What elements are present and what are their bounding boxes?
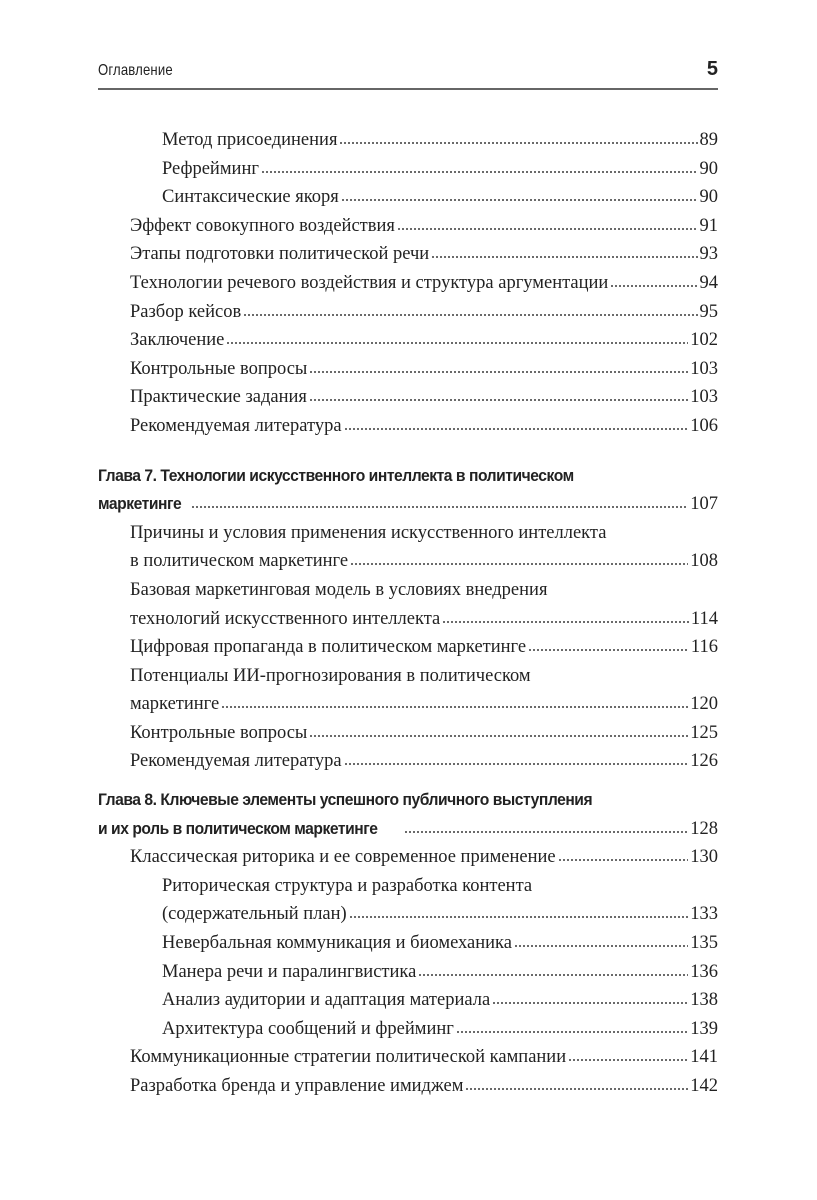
toc-entry-page: 133 [690, 904, 718, 925]
toc-entry-page: 139 [690, 1018, 718, 1039]
dot-leader [344, 762, 689, 766]
toc-entry-title: Базовая маркетинговая модель в условиях внедрения [130, 579, 548, 600]
toc-entry-page: 126 [690, 751, 718, 772]
dot-leader [492, 1001, 688, 1005]
toc-entry[interactable] [98, 747, 718, 776]
toc-entry[interactable] [98, 1072, 718, 1101]
toc-entry-title: Разработка бренда и управление имиджем [130, 1076, 464, 1096]
dot-leader [309, 734, 688, 738]
toc-entry[interactable] [98, 298, 718, 327]
toc-entry[interactable] [98, 1015, 718, 1044]
dot-leader [610, 284, 697, 288]
toc-entry-title: Архитектура сообщений и фрейминг [162, 1018, 454, 1039]
running-header [98, 58, 718, 90]
toc-entry-page: 135 [690, 933, 718, 954]
toc-entry-title: Манера речи и паралингвистика [162, 961, 417, 982]
toc-entry-page: 90 [699, 187, 718, 208]
toc-entry[interactable] [98, 326, 718, 355]
toc-entry[interactable] [98, 958, 718, 987]
toc-entry-page: 94 [699, 272, 718, 293]
toc-entry-title: Технологии речевого воздействия и структура аргументации [130, 272, 609, 293]
dot-leader [341, 198, 698, 202]
dot-leader [418, 973, 688, 977]
toc-entry-title: Коммуникационные стратегии политической кампании [130, 1047, 567, 1068]
toc-entry-title: Разбор кейсов [130, 301, 242, 322]
toc-entry-title: (содержательный план) [162, 904, 347, 925]
dot-leader [568, 1058, 688, 1062]
dot-leader [456, 1030, 688, 1034]
toc-entry[interactable] [98, 383, 718, 412]
dot-leader [344, 427, 689, 431]
toc-entry-page: 130 [690, 847, 718, 868]
toc-entry-page: 107 [690, 494, 718, 515]
toc-chapter-entry[interactable] [98, 462, 718, 519]
toc-entry[interactable] [98, 519, 718, 576]
dot-leader [528, 648, 689, 652]
toc-entry-page: 128 [690, 818, 718, 839]
dot-leader [221, 705, 688, 709]
dot-leader [261, 170, 698, 174]
toc-entry-page: 136 [690, 961, 718, 982]
toc-entry-title: Эффект совокупного воздействия [130, 215, 395, 236]
dot-leader [431, 255, 697, 259]
running-header-title: Оглавление [98, 62, 173, 79]
toc-entry[interactable] [98, 183, 718, 212]
toc-entry-title: Невербальная коммуникация и биомеханика [162, 933, 512, 954]
toc-entry[interactable] [98, 412, 718, 441]
table-of-contents [98, 126, 718, 1101]
dot-leader [350, 562, 688, 566]
toc-entry-title: Синтаксические якоря [162, 187, 339, 208]
dot-leader [349, 915, 689, 919]
toc-entry-page: 93 [699, 244, 718, 265]
toc-entry-title: Заключение [130, 330, 225, 351]
dot-leader [309, 398, 688, 402]
toc-entry-title: Цифровая пропаганда в политическом маркетинге [130, 637, 527, 658]
toc-entry-page: 89 [699, 130, 718, 150]
dot-leader [558, 858, 689, 862]
toc-entry-page: 106 [690, 415, 718, 436]
toc-entry-page: 114 [690, 608, 718, 629]
toc-entry-title: Контрольные вопросы [130, 358, 308, 379]
dot-leader [397, 227, 698, 231]
toc-entry-title: Практические задания [130, 387, 307, 408]
toc-entry-title: маркетинге [130, 694, 220, 715]
dot-leader [442, 620, 689, 624]
toc-entry[interactable] [98, 126, 718, 155]
toc-entry-title: Этапы подготовки политической речи [130, 244, 430, 265]
toc-entry[interactable] [98, 269, 718, 298]
dot-leader [404, 830, 688, 834]
toc-entry-page: 103 [690, 358, 718, 379]
toc-entry[interactable] [98, 633, 718, 662]
dot-leader [191, 505, 689, 509]
toc-entry-title: Классическая риторика и ее современное применение [130, 847, 556, 868]
toc-entry-page: 142 [690, 1076, 718, 1096]
toc-entry[interactable] [98, 843, 718, 872]
toc-entry[interactable] [98, 986, 718, 1015]
toc-chapter-entry[interactable] [98, 786, 718, 843]
toc-entry-title: Риторическая структура и разработка контента [162, 875, 533, 896]
toc-entry-page: 141 [690, 1047, 718, 1068]
toc-entry-title: Рекомендуемая литература [130, 415, 342, 436]
toc-entry[interactable] [98, 240, 718, 269]
toc-entry[interactable] [98, 355, 718, 384]
toc-entry-page: 108 [690, 551, 718, 572]
toc-entry-page: 103 [690, 387, 718, 408]
dot-leader [243, 313, 697, 317]
toc-entry-page: 102 [690, 330, 718, 351]
toc-entry[interactable] [98, 155, 718, 184]
dot-leader [514, 944, 688, 948]
toc-entry-page: 95 [699, 301, 718, 322]
toc-entry-title: Глава 7. Технологии искусственного интеллекта в политическом [98, 465, 574, 485]
dot-leader [226, 341, 688, 345]
dot-leader [465, 1087, 688, 1091]
toc-entry-title: Глава 8. Ключевые элементы успешного публичного выступления [98, 790, 593, 810]
toc-entry-title: в политическом маркетинге [130, 551, 349, 572]
toc-entry-page: 120 [690, 694, 718, 715]
toc-entry-page: 116 [690, 637, 718, 658]
toc-entry-title: технологий искусственного интеллекта [130, 608, 441, 629]
toc-entry-title: Рекомендуемая литература [130, 751, 342, 772]
toc-entry[interactable] [98, 576, 718, 633]
toc-entry-title: Анализ аудитории и адаптация материала [162, 990, 491, 1011]
toc-entry-title: маркетинге [98, 494, 182, 514]
toc-entry-title: Причины и условия применения искусственного интеллекта [130, 522, 607, 543]
toc-entry-title: Метод присоединения [162, 130, 338, 150]
toc-entry-title: и их роль в политическом маркетинге [98, 818, 378, 838]
toc-entry[interactable] [98, 929, 718, 958]
dot-leader [339, 141, 697, 145]
toc-entry[interactable] [98, 1043, 718, 1072]
toc-entry-page: 91 [699, 215, 718, 236]
toc-entry-page: 125 [690, 722, 718, 743]
toc-entry-title: Рефрейминг [162, 158, 259, 179]
toc-entry[interactable] [98, 212, 718, 241]
toc-entry-page: 138 [690, 990, 718, 1011]
toc-entry[interactable] [98, 719, 718, 748]
toc-entry[interactable] [98, 872, 718, 929]
dot-leader [309, 370, 688, 374]
toc-entry-title: Потенциалы ИИ-прогнозирования в политическом [130, 665, 531, 686]
toc-entry[interactable] [98, 662, 718, 719]
toc-entry-page: 90 [699, 158, 718, 179]
toc-entry-title: Контрольные вопросы [130, 722, 308, 743]
page-number: 5 [706, 58, 718, 80]
